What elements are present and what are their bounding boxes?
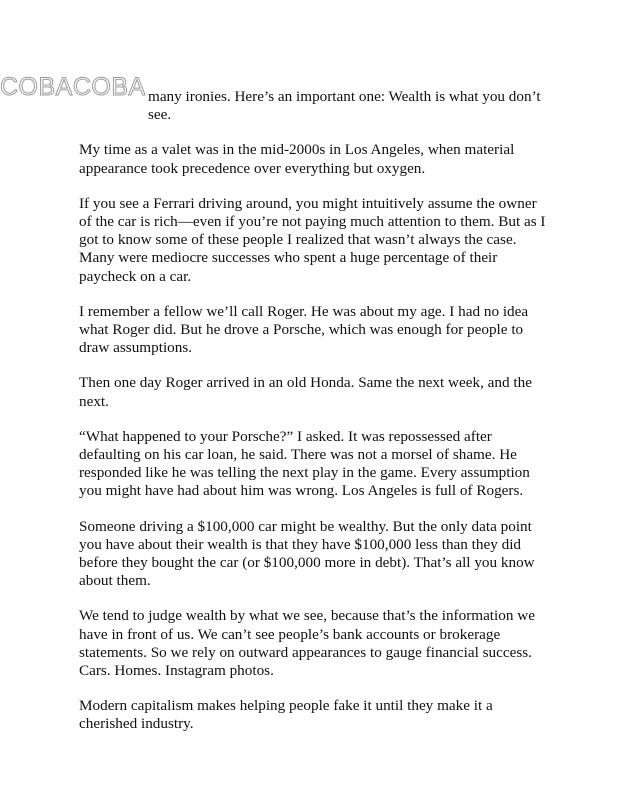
paragraph: Then one day Roger arrived in an old Honda. Same the next week, and the next. bbox=[79, 374, 532, 410]
paragraph: If you see a Ferrari driving around, you might intuitively assume the owner of the car is rich—even if you’re not paying much attention to them. But as I got to know some of these people I realized that wasn’t always the case. Many were mediocre successes who spent a huge percentage of their paycheck on a car. bbox=[79, 194, 546, 285]
paragraph: My time as a valet was in the mid-2000s in Los Angeles, when material appearance took precedence over everything but oxygen. bbox=[79, 141, 515, 177]
paragraph: Modern capitalism makes helping people fake it until they make it a cherished industry. bbox=[79, 697, 493, 733]
paragraph: many ironies. Here’s an important one: Wealth is what you don’t see. bbox=[148, 88, 541, 124]
watermark-logo: COBACOBA bbox=[0, 73, 146, 101]
paragraph: Someone driving a $100,000 car might be wealthy. But the only data point you have about their wealth is that they have $100,000 less than they did before they bought the car (or $100,000 more in debt). That’s all you know about them. bbox=[79, 517, 535, 590]
document-body bbox=[79, 88, 549, 751]
paragraph: We tend to judge wealth by what we see, because that’s the information we have in front of us. We can’t see people’s bank accounts or brokerage statements. So we rely on outward appearances to gauge financial success. Cars. Homes. Instagram photos. bbox=[79, 607, 535, 680]
paragraph: I remember a fellow we’ll call Roger. He was about my age. I had no idea what Roger did. But he drove a Porsche, which was enough for people to draw assumptions. bbox=[79, 302, 529, 357]
paragraph: “What happened to your Porsche?” I asked. It was repossessed after defaulting on his car loan, he said. There was not a morsel of shame. He responded like he was telling the next play in the game. Every assumption you might have had about him was wrong. Los Angeles is full of Rogers. bbox=[79, 427, 530, 500]
